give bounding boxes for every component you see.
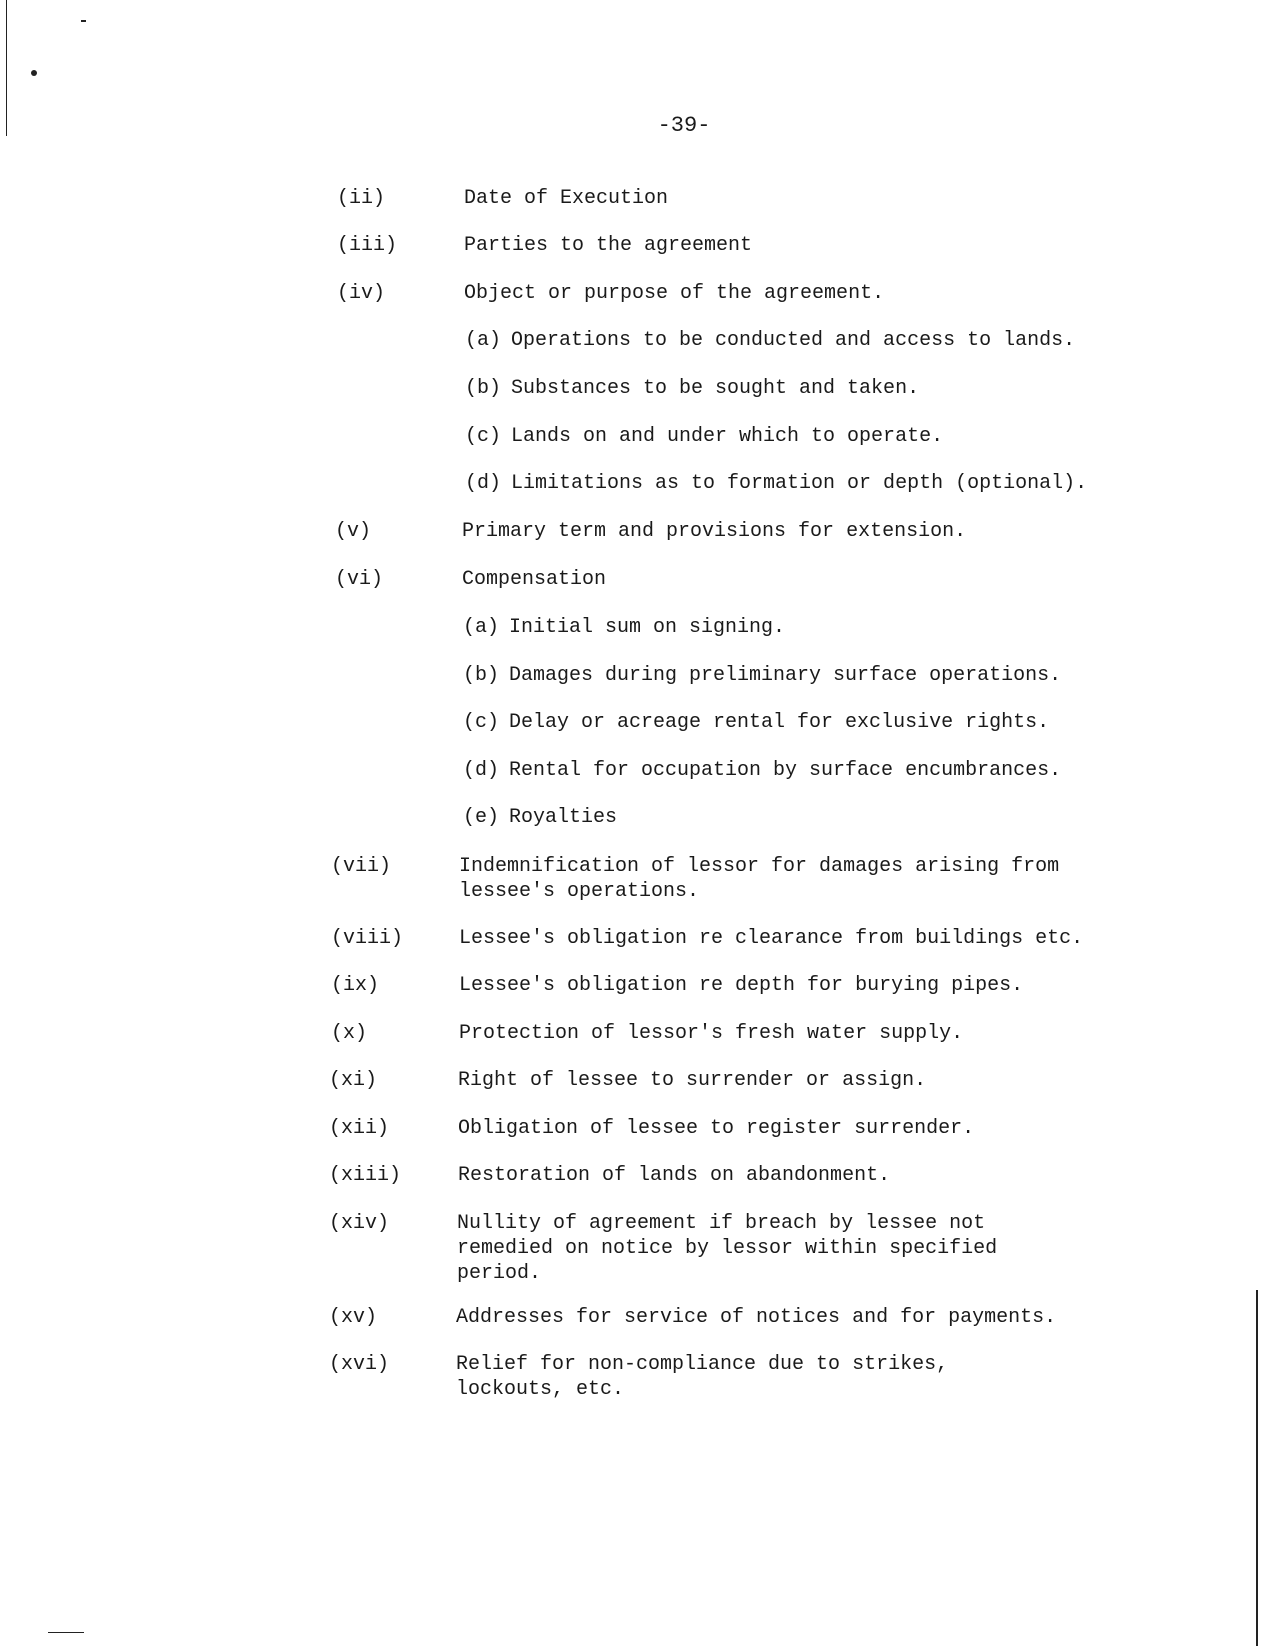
sub-item xyxy=(463,758,1061,783)
sub-item-text: Initial sum on signing. xyxy=(509,616,786,639)
item-text: Relief for non-compliance due to strikes, lockouts, etc. xyxy=(456,1353,949,1401)
item-text: Restoration of lands on abandonment. xyxy=(458,1164,891,1187)
sub-item xyxy=(463,663,1061,688)
scan-dot xyxy=(31,70,37,76)
item-number: (x) xyxy=(331,1022,368,1045)
sub-item-text: Operations to be conducted and access to lands. xyxy=(511,329,1076,352)
sub-item-letter: (c) xyxy=(463,711,500,734)
sub-item-text: Royalties xyxy=(509,806,618,829)
item-number: (iv) xyxy=(337,282,386,305)
sub-item xyxy=(463,710,1049,735)
sub-item-letter: (b) xyxy=(465,377,502,400)
sub-item xyxy=(463,805,617,830)
sub-item-letter: (c) xyxy=(465,425,502,448)
sub-item xyxy=(463,615,785,640)
sub-item-text: Substances to be sought and taken. xyxy=(511,377,920,400)
sub-item-text: Lands on and under which to operate. xyxy=(511,425,944,448)
item-number: (viii) xyxy=(331,927,404,950)
scan-right-edge-line xyxy=(1256,1290,1258,1646)
sub-item-letter: (e) xyxy=(463,806,500,829)
item-number: (ix) xyxy=(331,974,380,997)
item-text: Primary term and provisions for extension. xyxy=(462,520,967,543)
item-number: (ii) xyxy=(337,187,386,210)
item-text: Protection of lessor's fresh water supply. xyxy=(459,1022,964,1045)
item-number: (xiv) xyxy=(329,1212,390,1235)
sub-item xyxy=(465,424,943,449)
sub-item xyxy=(465,471,1087,496)
item-text: Obligation of lessee to register surrender. xyxy=(458,1117,975,1140)
item-number: (vi) xyxy=(335,568,384,591)
scan-dash xyxy=(81,20,86,22)
sub-item-text: Rental for occupation by surface encumbrances. xyxy=(509,759,1062,782)
item-number: (iii) xyxy=(337,234,398,257)
item-number: (vii) xyxy=(331,855,392,878)
sub-item-letter: (d) xyxy=(465,472,502,495)
sub-item-letter: (d) xyxy=(463,759,500,782)
item-number: (xiii) xyxy=(329,1164,402,1187)
sub-item-text: Damages during preliminary surface operations. xyxy=(509,664,1062,687)
item-text: Parties to the agreement xyxy=(464,234,753,257)
sub-item xyxy=(465,328,1075,353)
item-number: (v) xyxy=(335,520,372,543)
item-text: Compensation xyxy=(462,568,607,591)
scan-bottom-mark xyxy=(48,1632,84,1633)
sub-item-text: Limitations as to formation or depth (optional). xyxy=(511,472,1088,495)
sub-item xyxy=(465,376,919,401)
item-number: (xii) xyxy=(329,1117,390,1140)
page-number: -39- xyxy=(657,113,711,138)
sub-item-text: Delay or acreage rental for exclusive rights. xyxy=(509,711,1050,734)
item-text: Lessee's obligation re depth for burying pipes. xyxy=(459,974,1024,997)
item-text: Nullity of agreement if breach by lessee not remedied on notice by lessor within specified period. xyxy=(457,1212,998,1285)
item-text: Right of lessee to surrender or assign. xyxy=(458,1069,927,1092)
item-text: Addresses for service of notices and for payments. xyxy=(456,1306,1057,1329)
item-text: Date of Execution xyxy=(464,187,669,210)
item-text: Indemnification of lessor for damages arising from lessee's operations. xyxy=(459,855,1060,903)
item-number: (xv) xyxy=(329,1306,378,1329)
item-number: (xi) xyxy=(329,1069,378,1092)
sub-item-letter: (b) xyxy=(463,664,500,687)
item-text: Object or purpose of the agreement. xyxy=(464,282,885,305)
sub-item-letter: (a) xyxy=(463,616,500,639)
sub-item-letter: (a) xyxy=(465,329,502,352)
item-text: Lessee's obligation re clearance from buildings etc. xyxy=(459,927,1084,950)
item-number: (xvi) xyxy=(329,1353,390,1376)
